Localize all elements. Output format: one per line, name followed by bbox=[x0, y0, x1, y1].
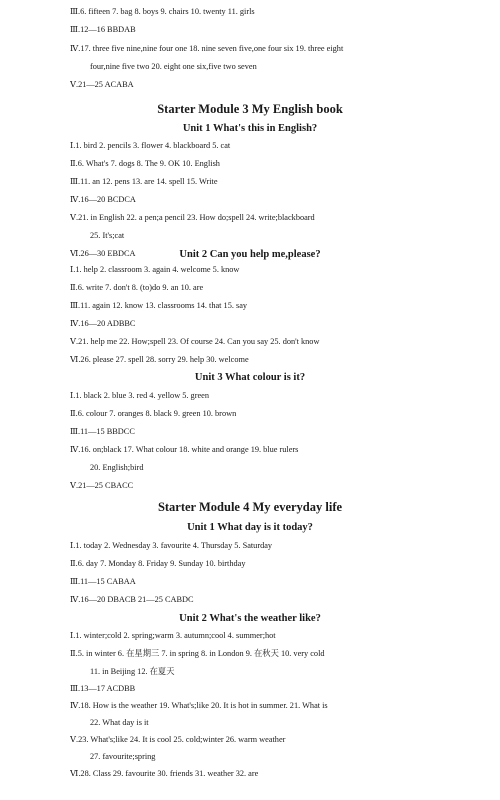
answer-line: Ⅳ.16. on;black 17. What colour 18. white and orange 19. blue rulers bbox=[70, 445, 299, 454]
unit-heading: Unit 2 What's the weather like? bbox=[179, 613, 321, 624]
answer-line: Ⅳ.16—20 ADBBC bbox=[70, 319, 136, 328]
answer-line: Ⅳ.16—20 BCDCA bbox=[70, 195, 136, 204]
answer-line: Ⅰ.1. bird 2. pencils 3. flower 4. blackboard 5. cat bbox=[70, 141, 231, 150]
answer-line: Ⅲ.11—15 BBDCC bbox=[70, 427, 135, 436]
answer-line: Ⅴ.23. What's;like 24. It is cool 25. cold;winter 26. warm weather bbox=[70, 735, 286, 744]
answer-line: Ⅵ.26. please 27. spell 28. sorry 29. help 30. welcome bbox=[70, 355, 249, 364]
answer-line: Ⅵ.28. Class 29. favourite 30. friends 31. weather 32. are bbox=[70, 769, 259, 778]
answer-line: Ⅱ.6. colour 7. oranges 8. black 9. green 10. brown bbox=[70, 409, 237, 418]
answer-line: Ⅱ.5. in winter 6. 在星期三 7. in spring 8. in London 9. 在秋天 10. very cold bbox=[70, 649, 325, 658]
answer-line: Ⅵ.26—30 EBDCA bbox=[70, 249, 136, 258]
answer-line: Ⅴ.21—25 ACABA bbox=[70, 80, 134, 89]
answer-line: Ⅴ.21—25 CBACC bbox=[70, 481, 134, 490]
answer-line: Ⅲ.11. an 12. pens 13. are 14. spell 15. Write bbox=[70, 177, 218, 186]
answer-line: Ⅲ.11. again 12. know 13. classrooms 14. that 15. say bbox=[70, 301, 248, 310]
answer-line: 25. It's;cat bbox=[90, 231, 125, 240]
answer-line: 11. in Beijing 12. 在夏天 bbox=[90, 667, 175, 676]
answer-line: 27. favourite;spring bbox=[90, 752, 156, 761]
answer-line: 20. English;bird bbox=[90, 463, 144, 472]
module-heading: Starter Module 3 My English book bbox=[157, 102, 343, 116]
answer-line: Ⅴ.21. help me 22. How;spell 23. Of course 24. Can you say 25. don't know bbox=[70, 337, 320, 346]
answer-line: 22. What day is it bbox=[90, 718, 149, 727]
answer-line: Ⅲ.13—17 ACDBB bbox=[70, 684, 136, 693]
unit-heading: Unit 1 What's this in English? bbox=[182, 123, 318, 134]
answer-line: Ⅱ.6. day 7. Monday 8. Friday 9. Sunday 10. birthday bbox=[70, 559, 246, 568]
unit-heading: Unit 3 What colour is it? bbox=[194, 372, 306, 383]
unit-heading: Unit 2 Can you help me,please? bbox=[179, 249, 321, 260]
answer-line: Ⅳ.18. How is the weather 19. What's;like 20. It is hot in summer. 21. What is bbox=[70, 701, 328, 710]
answer-line: Ⅳ.16—20 DBACB 21—25 CABDC bbox=[70, 595, 194, 604]
module-heading: Starter Module 4 My everyday life bbox=[157, 500, 343, 514]
answer-line: Ⅰ.1. winter;cold 2. spring;warm 3. autumn;cool 4. summer;hot bbox=[70, 631, 276, 640]
answer-line: Ⅱ.6. What's 7. dogs 8. The 9. OK 10. English bbox=[70, 159, 220, 168]
answer-line: four,nine five two 20. eight one six,five two seven bbox=[90, 62, 257, 71]
unit-heading: Unit 1 What day is it today? bbox=[187, 522, 313, 533]
answer-line: Ⅰ.1. help 2. classroom 3. again 4. welcome 5. know bbox=[70, 265, 240, 274]
answer-line: Ⅲ.12—16 BBDAB bbox=[70, 25, 136, 34]
answer-line: Ⅲ.6. fifteen 7. bag 8. boys 9. chairs 10. twenty 11. girls bbox=[70, 7, 255, 16]
answer-line: Ⅱ.6. write 7. don't 8. (to)do 9. an 10. are bbox=[70, 283, 204, 292]
answer-line: Ⅰ.1. black 2. blue 3. red 4. yellow 5. green bbox=[70, 391, 209, 400]
answer-line: Ⅴ.21. in English 22. a pen;a pencil 23. How do;spell 24. write;blackboard bbox=[70, 213, 315, 222]
answer-line: Ⅰ.1. today 2. Wednesday 3. favourite 4. Thursday 5. Saturday bbox=[70, 541, 273, 550]
answer-line: Ⅳ.17. three five nine,nine four one 18. nine seven five,one four six 19. three eight bbox=[70, 44, 344, 53]
answer-line: Ⅲ.11—15 CABAA bbox=[70, 577, 136, 586]
